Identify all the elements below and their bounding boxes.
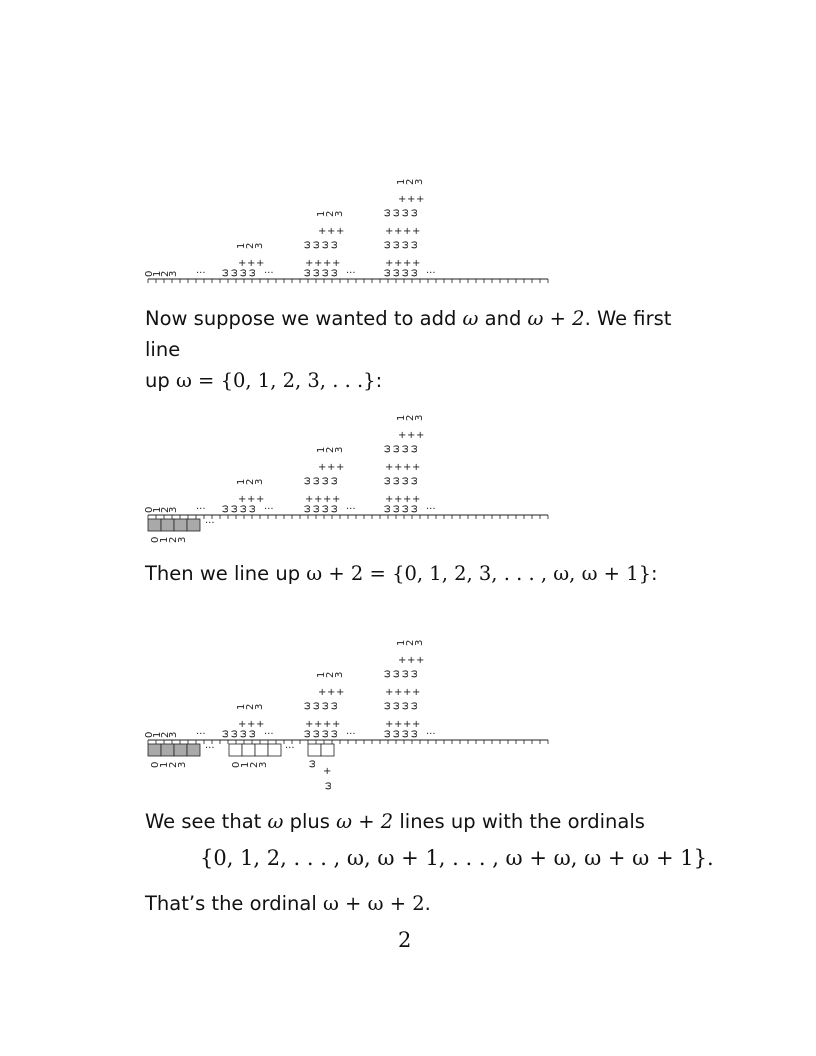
level3-add-2: 2 xyxy=(405,178,416,185)
level3a-plus: + xyxy=(403,719,412,730)
omega-plus-2-finite-label-1: 1 xyxy=(240,761,251,768)
level3-add-3: 3 xyxy=(414,178,425,185)
level1-add-2: 2 xyxy=(245,242,256,249)
transfinite-label-omega-2: ω xyxy=(323,781,334,790)
level3a-plus: + xyxy=(412,719,421,730)
omega-row-block-0 xyxy=(148,744,161,756)
level3-omega-a-3: ω xyxy=(409,240,420,249)
level3-omega-b-1: ω xyxy=(391,208,402,217)
omega-row-label-1: 1 xyxy=(159,761,170,768)
level2-add-2: 2 xyxy=(325,671,336,678)
level2b-plus: + xyxy=(336,687,345,698)
level2-omega-1: ω xyxy=(311,701,322,710)
level3-omega-a-1: ω xyxy=(391,476,402,485)
omega-plus-2-finite-block-3 xyxy=(268,744,281,756)
omega-row-label-3: 3 xyxy=(177,536,188,543)
level1-plus: + xyxy=(247,494,256,505)
level3-omega-b-0: ω xyxy=(382,444,393,453)
transfinite-label-omega: ω xyxy=(307,759,318,768)
ellipsis: ··· xyxy=(346,504,356,515)
level2b-plus: + xyxy=(318,687,327,698)
level3-add-3: 3 xyxy=(414,639,425,646)
base-omega-g1-2: ω xyxy=(320,504,331,513)
level3-add-1: 1 xyxy=(396,639,407,646)
level3-omega-b-2: ω xyxy=(400,444,411,453)
level3-add-1: 1 xyxy=(396,178,407,185)
omega-plus-2-finite-block-0 xyxy=(229,744,242,756)
ellipsis: ··· xyxy=(426,729,436,740)
base-omega-g0-3: ω xyxy=(247,729,258,738)
level3-omega-a-0: ω xyxy=(382,240,393,249)
level2a-plus: + xyxy=(305,494,314,505)
level2-omega-0: ω xyxy=(302,240,313,249)
level2-add-2: 2 xyxy=(325,210,336,217)
level3-omega-b-3: ω xyxy=(409,669,420,678)
base-omega-g1-3: ω xyxy=(329,268,340,277)
level3-add-1: 1 xyxy=(396,414,407,421)
base-omega-g2-3: ω xyxy=(409,729,420,738)
level3-omega-b-2: ω xyxy=(400,208,411,217)
transfinite-label-plus: + xyxy=(323,766,332,777)
base-omega-g1-1: ω xyxy=(311,268,322,277)
level1-plus: + xyxy=(256,494,265,505)
level3a-plus: + xyxy=(385,258,394,269)
tick-label-3: 3 xyxy=(168,731,179,738)
level3a-plus: + xyxy=(385,494,394,505)
level3b-plus: + xyxy=(412,226,421,237)
tick-label-1: 1 xyxy=(152,506,163,513)
base-omega-g2-0: ω xyxy=(382,268,393,277)
base-omega-g1-2: ω xyxy=(320,729,331,738)
tick-label-3: 3 xyxy=(168,506,179,513)
tick-label-1: 1 xyxy=(152,731,163,738)
level1-add-1: 1 xyxy=(236,478,247,485)
level3a-plus: + xyxy=(394,258,403,269)
level2-omega-2: ω xyxy=(320,476,331,485)
level2b-plus: + xyxy=(327,462,336,473)
level2-omega-3: ω xyxy=(329,240,340,249)
paragraph-add-omega: Now suppose we wanted to add ω and ω + 2. We first line up ω = {0, 1, 2, 3, . . .}: xyxy=(145,307,672,392)
level3-omega-b-1: ω xyxy=(391,444,402,453)
level3c-plus: + xyxy=(416,655,425,666)
tick-label-0: 0 xyxy=(144,731,155,738)
level3-omega-a-0: ω xyxy=(382,701,393,710)
level2-add-2: 2 xyxy=(325,446,336,453)
page-number: 2 xyxy=(398,928,412,952)
level2a-plus: + xyxy=(314,719,323,730)
level2-add-3: 3 xyxy=(334,671,345,678)
level3-add-2: 2 xyxy=(405,639,416,646)
paragraph-lines-up-with-ordinals: We see that ω plus ω + 2 lines up with the ordinals xyxy=(145,810,645,833)
level1-add-3: 3 xyxy=(254,242,265,249)
level3-omega-b-2: ω xyxy=(400,669,411,678)
base-omega-g0-0: ω xyxy=(220,729,231,738)
tick-label-2: 2 xyxy=(160,731,171,738)
level1-plus: + xyxy=(238,719,247,730)
ellipsis: ··· xyxy=(205,518,215,529)
level3-omega-b-1: ω xyxy=(391,669,402,678)
level3-omega-a-2: ω xyxy=(400,701,411,710)
level3c-plus: + xyxy=(416,194,425,205)
base-omega-g2-1: ω xyxy=(391,729,402,738)
level3a-plus: + xyxy=(394,719,403,730)
level3-omega-b-0: ω xyxy=(382,669,393,678)
level3b-plus: + xyxy=(385,226,394,237)
level3c-plus: + xyxy=(407,655,416,666)
base-omega-g0-3: ω xyxy=(247,268,258,277)
level3c-plus: + xyxy=(398,655,407,666)
ellipsis: ··· xyxy=(196,268,206,279)
ellipsis: ··· xyxy=(285,743,295,754)
base-omega-g0-2: ω xyxy=(238,729,249,738)
level3b-plus: + xyxy=(385,462,394,473)
level2a-plus: + xyxy=(332,719,341,730)
tick-label-0: 0 xyxy=(144,270,155,277)
omega-row-label-3: 3 xyxy=(177,761,188,768)
level3c-plus: + xyxy=(398,194,407,205)
omega-plus-2-finite-label-0: 0 xyxy=(231,761,242,768)
tick-label-2: 2 xyxy=(160,506,171,513)
omega-row-block-1 xyxy=(161,744,174,756)
omega-plus-2-finite-label-2: 2 xyxy=(249,761,260,768)
level1-plus: + xyxy=(247,719,256,730)
tick-label-0: 0 xyxy=(144,506,155,513)
level3-omega-a-2: ω xyxy=(400,476,411,485)
ellipsis: ··· xyxy=(205,743,215,754)
level3a-plus: + xyxy=(394,494,403,505)
base-omega-g1-1: ω xyxy=(311,504,322,513)
base-omega-g1-0: ω xyxy=(302,729,313,738)
level2b-plus: + xyxy=(327,687,336,698)
omega-row-label-2: 2 xyxy=(168,536,179,543)
level1-add-1: 1 xyxy=(236,242,247,249)
ellipsis: ··· xyxy=(196,729,206,740)
base-omega-g2-0: ω xyxy=(382,729,393,738)
base-omega-g2-1: ω xyxy=(391,504,402,513)
level1-plus: + xyxy=(256,258,265,269)
level2a-plus: + xyxy=(305,719,314,730)
level2a-plus: + xyxy=(332,494,341,505)
level2b-plus: + xyxy=(318,226,327,237)
ellipsis: ··· xyxy=(196,504,206,515)
base-omega-g0-3: ω xyxy=(247,504,258,513)
level2a-plus: + xyxy=(305,258,314,269)
level1-add-3: 3 xyxy=(254,478,265,485)
level2-omega-3: ω xyxy=(329,476,340,485)
ellipsis: ··· xyxy=(426,268,436,279)
base-omega-g1-3: ω xyxy=(329,729,340,738)
level3c-plus: + xyxy=(398,430,407,441)
level2-add-3: 3 xyxy=(334,210,345,217)
base-omega-g2-1: ω xyxy=(391,268,402,277)
base-omega-g2-0: ω xyxy=(382,504,393,513)
level2a-plus: + xyxy=(323,719,332,730)
omega-plus-2-finite-label-3: 3 xyxy=(258,761,269,768)
level3a-plus: + xyxy=(385,719,394,730)
level2-omega-0: ω xyxy=(302,701,313,710)
level3-omega-a-2: ω xyxy=(400,240,411,249)
ellipsis: ··· xyxy=(264,268,274,279)
base-omega-g2-2: ω xyxy=(400,268,411,277)
level2b-plus: + xyxy=(336,462,345,473)
omega-plus-2-transfinite-block-0 xyxy=(308,744,321,756)
level3a-plus: + xyxy=(412,494,421,505)
level2-omega-1: ω xyxy=(311,240,322,249)
base-omega-g2-3: ω xyxy=(409,504,420,513)
level3-omega-a-3: ω xyxy=(409,701,420,710)
level3b-plus: + xyxy=(394,462,403,473)
level3-omega-a-0: ω xyxy=(382,476,393,485)
omega-plus-2-finite-block-1 xyxy=(242,744,255,756)
base-omega-g1-2: ω xyxy=(320,268,331,277)
base-omega-g2-2: ω xyxy=(400,504,411,513)
level3-omega-a-3: ω xyxy=(409,476,420,485)
level2b-plus: + xyxy=(336,226,345,237)
ellipsis: ··· xyxy=(426,504,436,515)
level3c-plus: + xyxy=(407,194,416,205)
level3a-plus: + xyxy=(403,258,412,269)
level2-omega-1: ω xyxy=(311,476,322,485)
ellipsis: ··· xyxy=(264,729,274,740)
omega-plus-2-transfinite-block-1 xyxy=(321,744,334,756)
level2b-plus: + xyxy=(327,226,336,237)
level1-plus: + xyxy=(238,494,247,505)
omega-row-label-1: 1 xyxy=(159,536,170,543)
omega-plus-2-finite-block-2 xyxy=(255,744,268,756)
level3b-plus: + xyxy=(394,226,403,237)
level1-add-1: 1 xyxy=(236,703,247,710)
level2-omega-3: ω xyxy=(329,701,340,710)
level3b-plus: + xyxy=(403,226,412,237)
level3c-plus: + xyxy=(416,430,425,441)
level3c-plus: + xyxy=(407,430,416,441)
base-omega-g0-0: ω xyxy=(220,268,231,277)
level1-add-2: 2 xyxy=(245,703,256,710)
paragraph-line-up-omega-plus-2: Then we line up ω + 2 = {0, 1, 2, 3, . . . , ω, ω + 1}: xyxy=(145,562,658,585)
level2b-plus: + xyxy=(318,462,327,473)
level2-omega-0: ω xyxy=(302,476,313,485)
level2-add-1: 1 xyxy=(316,671,327,678)
level3-omega-a-1: ω xyxy=(391,701,402,710)
ellipsis: ··· xyxy=(264,504,274,515)
ellipsis: ··· xyxy=(346,268,356,279)
base-omega-g1-1: ω xyxy=(311,729,322,738)
level1-plus: + xyxy=(247,258,256,269)
level3b-plus: + xyxy=(385,687,394,698)
ellipsis: ··· xyxy=(346,729,356,740)
tick-label-2: 2 xyxy=(160,270,171,277)
base-omega-g2-2: ω xyxy=(400,729,411,738)
level2a-plus: + xyxy=(323,258,332,269)
level3-omega-b-0: ω xyxy=(382,208,393,217)
base-omega-g1-0: ω xyxy=(302,268,313,277)
level3-omega-a-1: ω xyxy=(391,240,402,249)
level3a-plus: + xyxy=(412,258,421,269)
level3a-plus: + xyxy=(403,494,412,505)
level3b-plus: + xyxy=(412,687,421,698)
level1-plus: + xyxy=(238,258,247,269)
level3-add-3: 3 xyxy=(414,414,425,421)
omega-row-block-2 xyxy=(174,744,187,756)
level2a-plus: + xyxy=(314,494,323,505)
level2-add-3: 3 xyxy=(334,446,345,453)
level2-omega-2: ω xyxy=(320,240,331,249)
base-omega-g0-0: ω xyxy=(220,504,231,513)
level2-add-1: 1 xyxy=(316,210,327,217)
level3-omega-b-3: ω xyxy=(409,208,420,217)
tick-label-1: 1 xyxy=(152,270,163,277)
base-omega-g0-2: ω xyxy=(238,268,249,277)
ordinal-set-display: {0, 1, 2, . . . , ω, ω + 1, . . . , ω + ω, ω + ω + 1}. xyxy=(200,846,714,870)
omega-row-label-2: 2 xyxy=(168,761,179,768)
level2-omega-2: ω xyxy=(320,701,331,710)
tick-label-3: 3 xyxy=(168,270,179,277)
level3-add-2: 2 xyxy=(405,414,416,421)
paragraph-ordinal-result: That’s the ordinal ω + ω + 2. xyxy=(145,892,431,915)
level3b-plus: + xyxy=(412,462,421,473)
base-omega-g1-0: ω xyxy=(302,504,313,513)
base-omega-g1-3: ω xyxy=(329,504,340,513)
base-omega-g0-1: ω xyxy=(229,729,240,738)
level3b-plus: + xyxy=(403,462,412,473)
base-omega-g0-1: ω xyxy=(229,504,240,513)
level2a-plus: + xyxy=(314,258,323,269)
level2a-plus: + xyxy=(323,494,332,505)
base-omega-g2-3: ω xyxy=(409,268,420,277)
level3b-plus: + xyxy=(394,687,403,698)
level2a-plus: + xyxy=(332,258,341,269)
base-omega-g0-2: ω xyxy=(238,504,249,513)
level2-add-1: 1 xyxy=(316,446,327,453)
omega-row-label-0: 0 xyxy=(150,761,161,768)
omega-row-label-0: 0 xyxy=(150,536,161,543)
omega-row-block-3 xyxy=(187,744,200,756)
level1-plus: + xyxy=(256,719,265,730)
level3b-plus: + xyxy=(403,687,412,698)
level1-add-3: 3 xyxy=(254,703,265,710)
base-omega-g0-1: ω xyxy=(229,268,240,277)
level1-add-2: 2 xyxy=(245,478,256,485)
level3-omega-b-3: ω xyxy=(409,444,420,453)
